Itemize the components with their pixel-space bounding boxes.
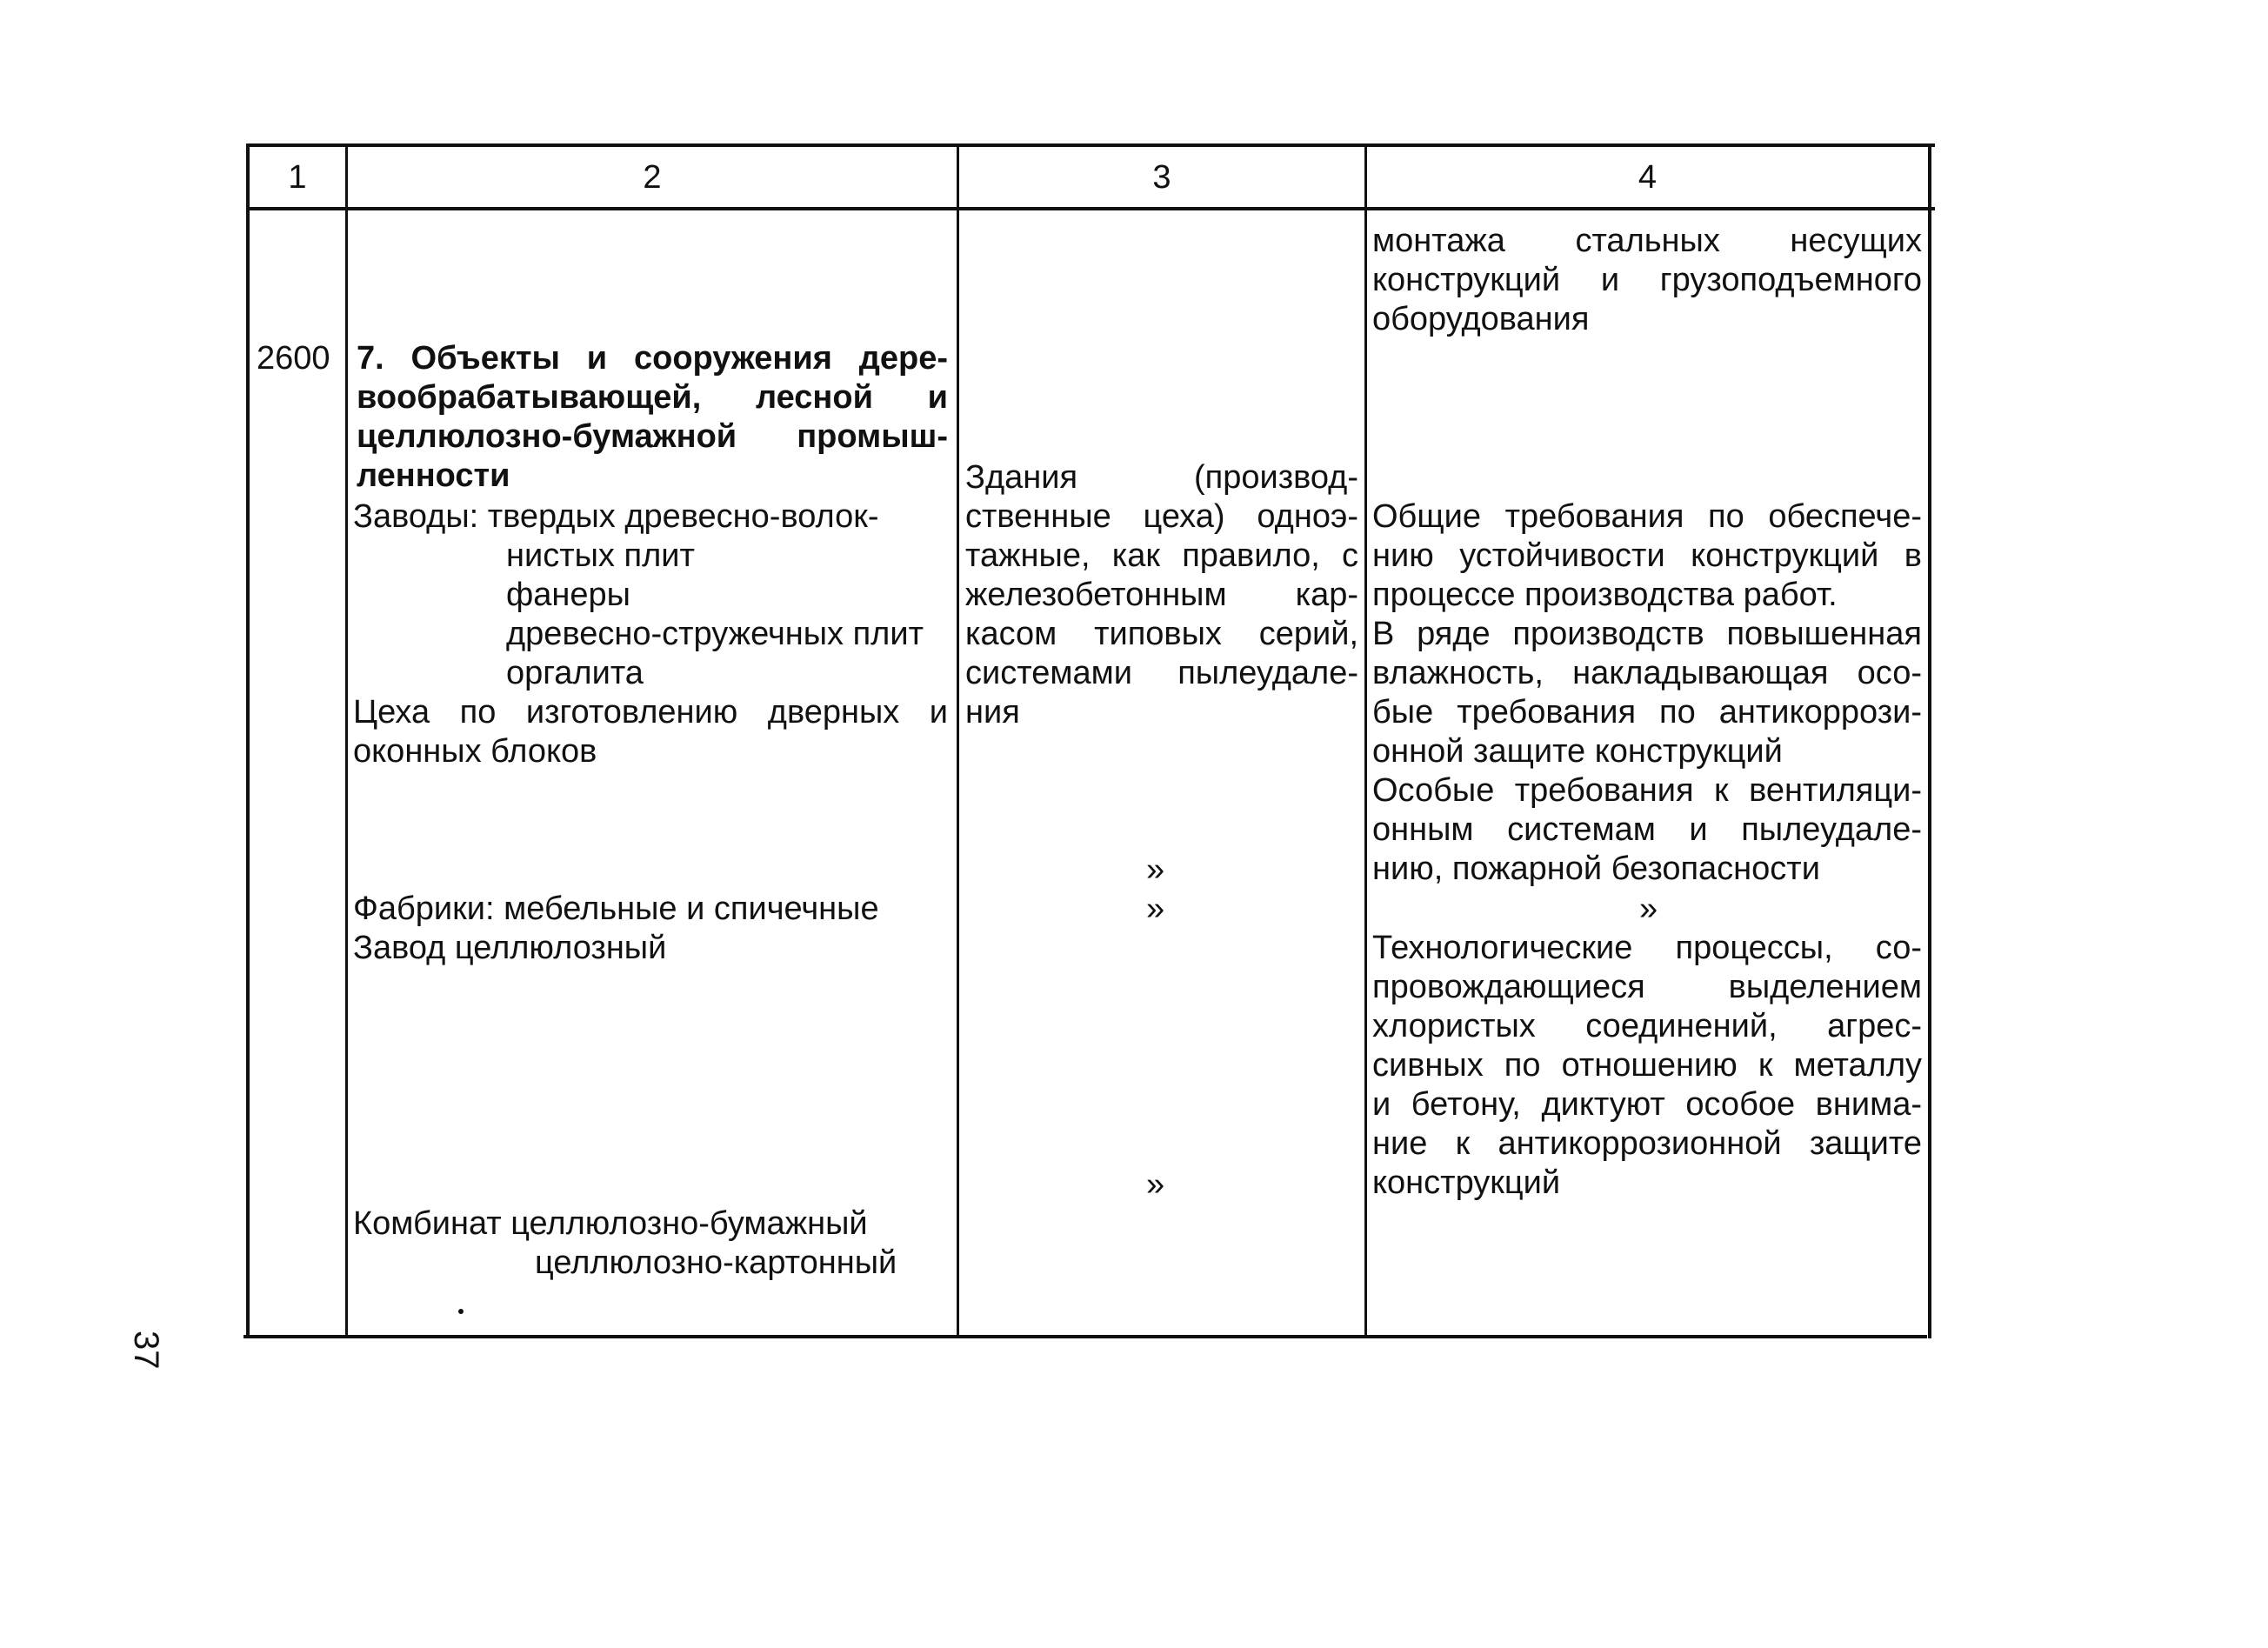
header-col-1: 1: [288, 159, 307, 196]
continuation-line: монтажа стальных несущих: [1372, 223, 1922, 259]
requirements-line: Особые требования к вентиляци-: [1372, 772, 1922, 809]
section-title-line: вообрабатывающей, лесной и: [357, 379, 948, 416]
requirements-line: онным системам и пылеудале-: [1372, 811, 1922, 848]
buildings-line: ственные цеха) одноэ-: [965, 498, 1358, 535]
processes-line: провождающиеся выделением: [1372, 969, 1922, 1005]
workshops-line: оконных блоков: [353, 733, 597, 770]
ditto-mark: »: [1146, 851, 1165, 888]
processes-text: [1372, 929, 1922, 1203]
plants-line-1: Заводы: твердых древесно-волок-: [353, 498, 879, 535]
processes-line: сивных по отношению к металлу: [1372, 1047, 1922, 1084]
requirements-line: нию устойчивости конструкций в: [1372, 537, 1922, 574]
column-divider-1: [345, 143, 348, 1338]
table-right-border: [1928, 143, 1931, 1338]
table-top-border: [246, 143, 1935, 147]
requirements-line: бые требования по антикоррози-: [1372, 694, 1922, 731]
buildings-line: железобетонным кар-: [965, 577, 1358, 613]
plant-plywood: фанеры: [506, 577, 630, 613]
buildings-line: касом типовых серий,: [965, 616, 1358, 652]
requirements-line: В ряде производств повышенная: [1372, 616, 1922, 652]
section-title: [357, 339, 948, 496]
requirements-line: влажность, накладывающая осо-: [1372, 655, 1922, 691]
processes-line: ние к антикоррозионной защите: [1372, 1125, 1922, 1162]
stray-dot: [458, 1309, 464, 1314]
page-number: 37: [127, 1331, 165, 1370]
buildings-line: системами пылеудале-: [965, 655, 1358, 691]
processes-line: и бетону, диктуют особое внима-: [1372, 1086, 1922, 1123]
requirements-line: нию, пожарной безопасности: [1372, 851, 1820, 887]
header-col-3: 3: [1152, 159, 1171, 196]
section-title-line: ленности: [357, 457, 510, 494]
header-col-2: 2: [643, 159, 662, 196]
plant-chipboard: древесно-стружечных плит: [506, 616, 924, 652]
row-code: 2600: [257, 340, 330, 377]
header-col-4: 4: [1638, 159, 1658, 196]
workshops: [353, 693, 948, 771]
ditto-mark: »: [1146, 891, 1165, 927]
buildings-description: [965, 458, 1358, 732]
continuation-text: [1372, 222, 1922, 339]
continuation-line: оборудования: [1372, 301, 1590, 337]
section-title-line: 7. Объекты и сооружения дере-: [357, 340, 948, 377]
plant-orgalite: оргалита: [506, 655, 644, 691]
ditto-mark: »: [1146, 1166, 1165, 1203]
processes-line: конструкций: [1372, 1164, 1561, 1201]
processes-line: хлористых соединений, агрес-: [1372, 1008, 1922, 1044]
table-left-border: [246, 143, 250, 1338]
header-separator: [246, 207, 1935, 210]
requirements-line: Общие требования по обеспече-: [1372, 498, 1922, 535]
workshops-line: Цеха по изготовлению дверных и: [353, 694, 948, 731]
buildings-line: Здания (производ-: [965, 459, 1358, 496]
requirements-line: процессе производства работ.: [1372, 577, 1838, 613]
ditto-mark: »: [1639, 891, 1658, 927]
table-bottom-border: [243, 1335, 1927, 1338]
section-title-line: целлюлозно-бумажной промыш-: [357, 418, 948, 455]
requirements-text: [1372, 497, 1922, 889]
buildings-line: тажные, как правило, с: [965, 537, 1358, 574]
combine-line-2: целлюлозно-картонный: [535, 1244, 897, 1281]
pulp-plant: Завод целлюлозный: [353, 930, 667, 966]
requirements-line: онной защите конструкций: [1372, 733, 1783, 770]
continuation-line: конструкций и грузоподъемного: [1372, 262, 1922, 298]
processes-line: Технологические процессы, со-: [1372, 930, 1922, 966]
combine-line-1: Комбинат целлюлозно-бумажный: [353, 1205, 868, 1242]
column-divider-3: [1364, 143, 1367, 1338]
column-divider-2: [957, 143, 959, 1338]
plants-line-2: нистых плит: [506, 537, 695, 574]
buildings-line: ния: [965, 694, 1020, 731]
factories: Фабрики: мебельные и спичечные: [353, 891, 879, 927]
